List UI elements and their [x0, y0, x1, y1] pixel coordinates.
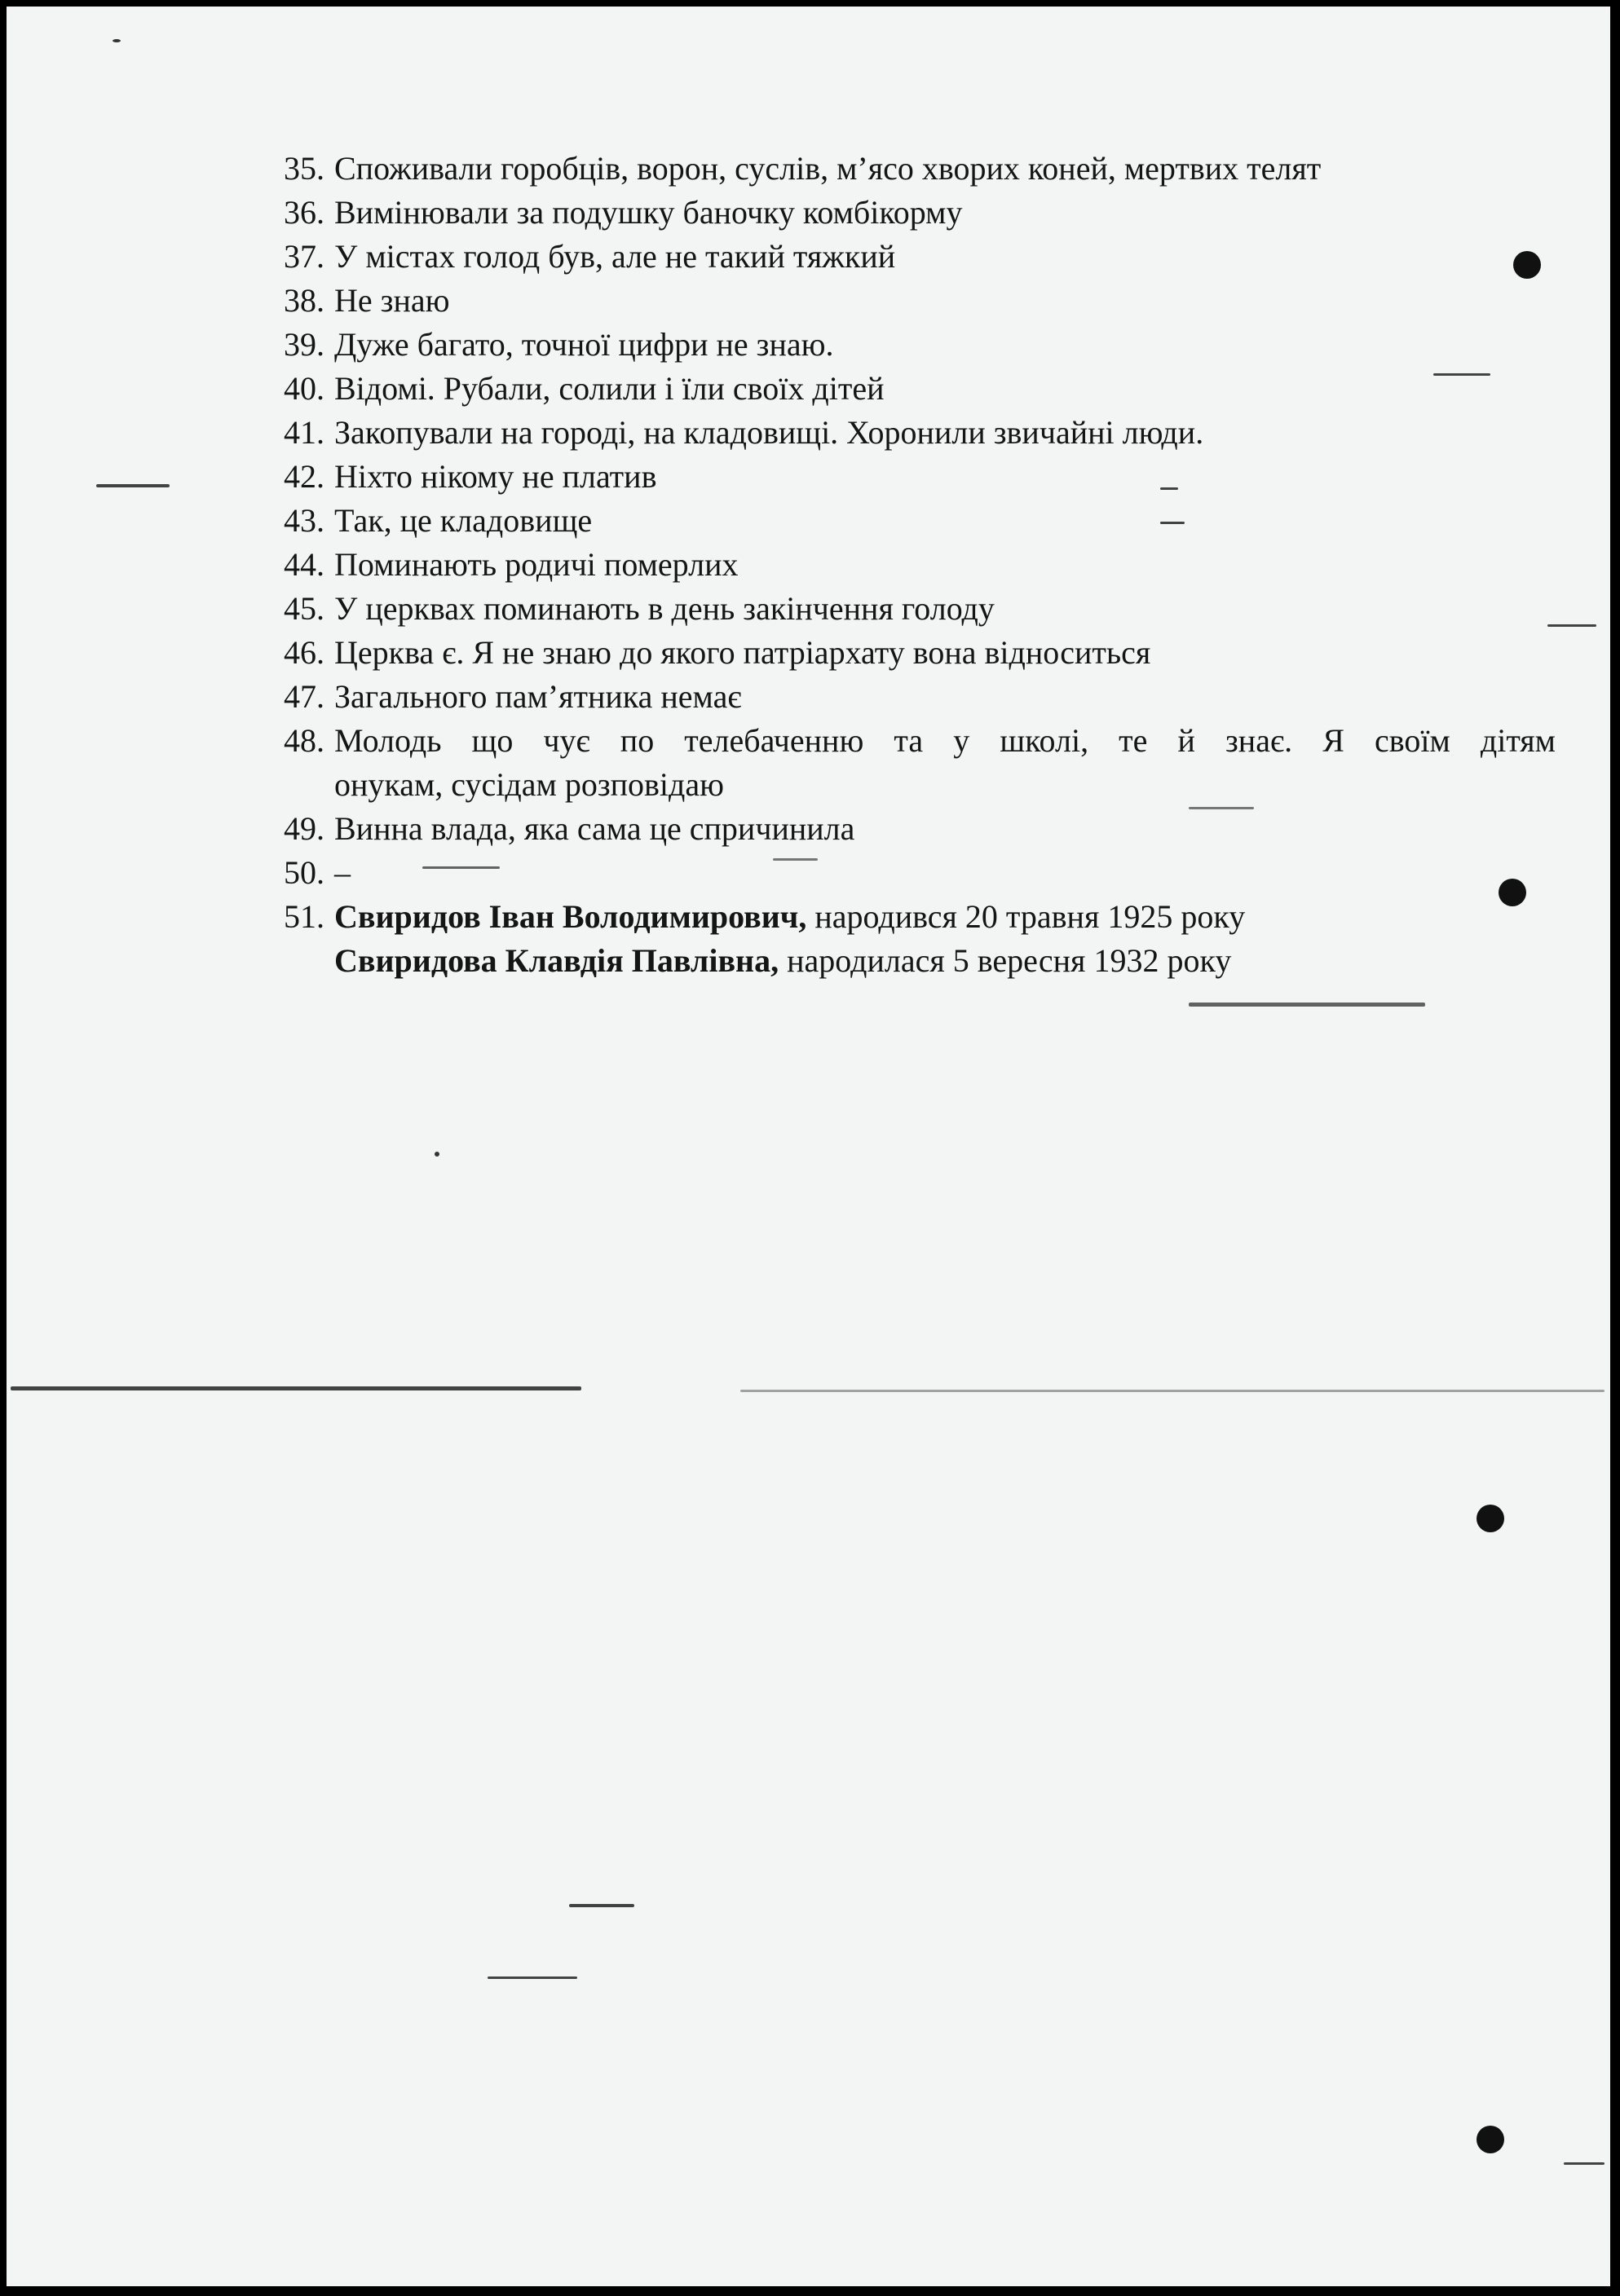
list-item: 43. Так, це кладовище: [284, 499, 1556, 543]
list-item: 49. Винна влада, яка сама це спричинила: [284, 807, 1556, 851]
respondent-line-1: [334, 895, 1556, 939]
document-page: [7, 7, 1610, 2286]
scan-mark: [1160, 522, 1185, 524]
list-item: 46. Церква є. Я не знаю до якого патріархату вона відноситься: [284, 631, 1556, 675]
scan-mark: [773, 858, 818, 861]
answer-text: –: [334, 854, 351, 891]
list-item: 40. Відомі. Рубали, солили і їли своїх дітей: [284, 367, 1556, 411]
answer-text: У церквах поминають в день закінчення голоду: [334, 590, 995, 627]
answer-text: Відомі. Рубали, солили і їли своїх дітей: [334, 370, 885, 407]
answer-text: У містах голод був, але не такий тяжкий: [334, 238, 896, 275]
answer-text-continued: онукам, сусідам розповідаю: [334, 766, 725, 803]
respondent-birth: народилася 5 вересня 1932 року: [779, 942, 1232, 979]
answer-text: Винна влада, яка сама це спричинила: [334, 810, 855, 847]
scan-mark: [1189, 1003, 1425, 1007]
list-item: 47. Загального пам’ятника немає: [284, 675, 1556, 719]
scan-mark: [1564, 2162, 1605, 2165]
scan-mark: [488, 1976, 577, 1979]
scan-speck: [435, 1152, 439, 1157]
answer-text: Молодь що чує по телебаченню та у школі, те й знає. Я своїм дітям: [334, 722, 1556, 759]
answer-text: Вимінювали за подушку баночку комбікорму: [334, 194, 963, 231]
punch-hole: [1513, 251, 1541, 279]
answer-text: Ніхто нікому не платив: [334, 458, 657, 495]
scan-mark: [1160, 487, 1178, 490]
list-item: 51. Свиридов Іван Володимирович, народився 20 травня 1925 року Свиридова Клавдія Павлівна, народилася 5 вересня 1932 року: [284, 895, 1556, 983]
punch-hole: [1477, 1505, 1504, 1532]
scan-mark: [1433, 373, 1490, 376]
list-item: 39. Дуже багато, точної цифри не знаю.: [284, 323, 1556, 367]
list-item: 37. У містах голод був, але не такий тяжкий: [284, 235, 1556, 279]
answer-text: Дуже багато, точної цифри не знаю.: [334, 326, 834, 363]
scan-mark: [740, 1390, 1605, 1392]
respondent-name: Свиридов Іван Володимирович,: [334, 898, 807, 935]
scan-mark: [96, 484, 170, 487]
punch-hole: [1499, 879, 1526, 906]
scan-mark: [422, 866, 500, 869]
list-item: 45. У церквах поминають в день закінчення голоду: [284, 587, 1556, 631]
list-item: 48. Молодь що чує по телебаченню та у школі, те й знає. Я своїм дітям онукам, сусідам розповідаю: [284, 719, 1556, 807]
answer-text: Не знаю: [334, 282, 450, 319]
answer-list: [284, 147, 1556, 983]
list-item: 41. Закопували на городі, на кладовищі. Хоронили звичайні люди.: [284, 411, 1556, 455]
answer-text: Церква є. Я не знаю до якого патріархату вона відноситься: [334, 634, 1151, 671]
punch-hole: [1477, 2126, 1504, 2153]
scan-speck: [113, 39, 121, 42]
scan-mark: [11, 1386, 581, 1390]
respondent-name: Свиридова Клавдія Павлівна,: [334, 942, 779, 979]
list-item: 35. Споживали горобців, ворон, суслів, м’ясо хворих коней, мертвих телят: [284, 147, 1556, 191]
answer-text: Закопували на городі, на кладовищі. Хоронили звичайні люди.: [334, 414, 1204, 451]
answer-text: Споживали горобців, ворон, суслів, м’ясо хворих коней, мертвих телят: [334, 150, 1322, 187]
respondent-birth: народився 20 травня 1925 року: [806, 898, 1246, 935]
scan-mark: [569, 1904, 634, 1907]
list-item: 42. Ніхто нікому не платив: [284, 455, 1556, 499]
list-item: 36. Вимінювали за подушку баночку комбікорму: [284, 191, 1556, 235]
list-item: 38. Не знаю: [284, 279, 1556, 323]
answer-text: Поминають родичі померлих: [334, 546, 739, 583]
scan-mark: [1547, 624, 1596, 627]
list-item: 50. –: [284, 851, 1556, 895]
list-item: 44. Поминають родичі померлих: [284, 543, 1556, 587]
scan-mark: [1189, 807, 1254, 809]
answer-text: Загального пам’ятника немає: [334, 678, 742, 715]
respondent-line-2: [334, 939, 1556, 983]
answer-text: Так, це кладовище: [334, 502, 593, 539]
